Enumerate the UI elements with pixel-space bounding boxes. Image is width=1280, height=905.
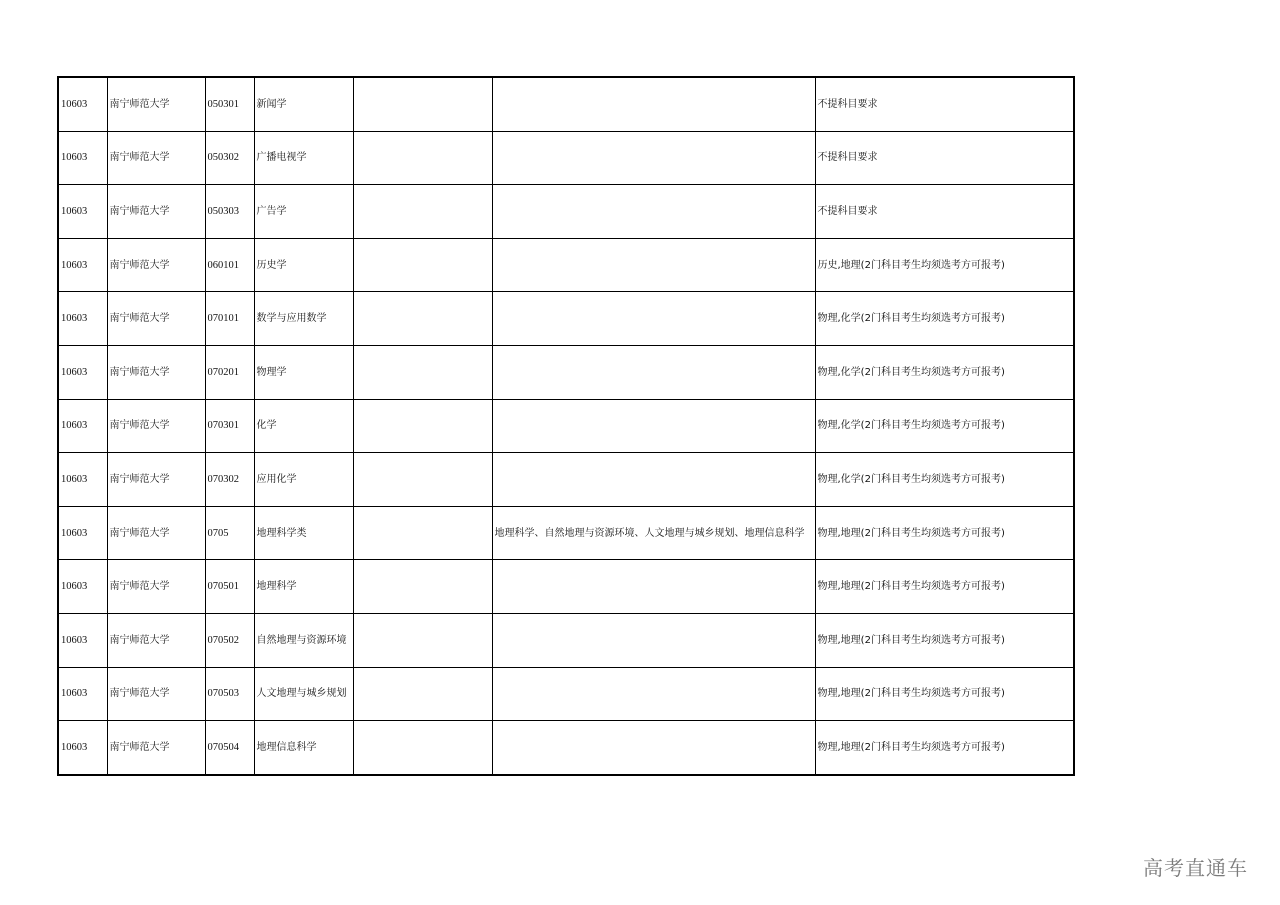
- subject-requirement-cell: 物理,化学(2门科目考生均须选考方可报考): [815, 453, 1074, 507]
- category-cell: [353, 345, 492, 399]
- subject-requirement-cell: 物理,化学(2门科目考生均须选考方可报考): [815, 345, 1074, 399]
- major-code-cell: 070504: [205, 721, 254, 775]
- table-row: [58, 667, 1074, 721]
- school-code-cell: 10603: [58, 399, 107, 453]
- major-name-cell: 地理科学类: [254, 506, 353, 560]
- included-majors-cell: [492, 292, 815, 346]
- school-code-cell: 10603: [58, 292, 107, 346]
- major-code-cell: 070503: [205, 667, 254, 721]
- table-row: [58, 453, 1074, 507]
- major-code-cell: 0705: [205, 506, 254, 560]
- major-name-cell: 自然地理与资源环境: [254, 613, 353, 667]
- school-code-cell: 10603: [58, 667, 107, 721]
- school-name-cell: 南宁师范大学: [107, 560, 205, 614]
- school-name-cell: 南宁师范大学: [107, 131, 205, 185]
- school-name-cell: 南宁师范大学: [107, 185, 205, 239]
- included-majors-cell: [492, 721, 815, 775]
- subject-requirement-cell: 历史,地理(2门科目考生均须选考方可报考): [815, 238, 1074, 292]
- category-cell: [353, 77, 492, 131]
- school-name-cell: 南宁师范大学: [107, 667, 205, 721]
- category-cell: [353, 238, 492, 292]
- major-name-cell: 广告学: [254, 185, 353, 239]
- major-name-cell: 化学: [254, 399, 353, 453]
- subject-requirement-cell: 物理,地理(2门科目考生均须选考方可报考): [815, 560, 1074, 614]
- table-row: [58, 185, 1074, 239]
- table-row: [58, 77, 1074, 131]
- subject-requirement-cell: 物理,地理(2门科目考生均须选考方可报考): [815, 721, 1074, 775]
- school-code-cell: 10603: [58, 560, 107, 614]
- included-majors-cell: [492, 560, 815, 614]
- table-row: [58, 238, 1074, 292]
- subject-requirement-cell: 物理,地理(2门科目考生均须选考方可报考): [815, 613, 1074, 667]
- category-cell: [353, 399, 492, 453]
- table-row: [58, 506, 1074, 560]
- watermark-logo: 高考直通车: [1143, 856, 1248, 880]
- included-majors-cell: [492, 77, 815, 131]
- table-row: [58, 721, 1074, 775]
- school-code-cell: 10603: [58, 77, 107, 131]
- category-cell: [353, 185, 492, 239]
- category-cell: [353, 613, 492, 667]
- table-row: [58, 399, 1074, 453]
- major-name-cell: 地理科学: [254, 560, 353, 614]
- school-name-cell: 南宁师范大学: [107, 506, 205, 560]
- school-code-cell: 10603: [58, 185, 107, 239]
- school-code-cell: 10603: [58, 506, 107, 560]
- school-code-cell: 10603: [58, 613, 107, 667]
- category-cell: [353, 506, 492, 560]
- major-name-cell: 新闻学: [254, 77, 353, 131]
- school-name-cell: 南宁师范大学: [107, 77, 205, 131]
- school-name-cell: 南宁师范大学: [107, 238, 205, 292]
- category-cell: [353, 721, 492, 775]
- subject-requirement-cell: 不提科目要求: [815, 77, 1074, 131]
- included-majors-cell: [492, 399, 815, 453]
- major-code-cell: 070501: [205, 560, 254, 614]
- included-majors-cell: [492, 613, 815, 667]
- major-code-cell: 070201: [205, 345, 254, 399]
- major-code-cell: 070101: [205, 292, 254, 346]
- table-body: [58, 77, 1074, 775]
- category-cell: [353, 453, 492, 507]
- major-code-cell: 060101: [205, 238, 254, 292]
- school-name-cell: 南宁师范大学: [107, 613, 205, 667]
- subject-requirement-cell: 物理,化学(2门科目考生均须选考方可报考): [815, 399, 1074, 453]
- school-code-cell: 10603: [58, 721, 107, 775]
- school-name-cell: 南宁师范大学: [107, 292, 205, 346]
- major-code-cell: 070301: [205, 399, 254, 453]
- major-name-cell: 应用化学: [254, 453, 353, 507]
- school-name-cell: 南宁师范大学: [107, 399, 205, 453]
- major-name-cell: 广播电视学: [254, 131, 353, 185]
- category-cell: [353, 292, 492, 346]
- major-name-cell: 物理学: [254, 345, 353, 399]
- subject-requirement-cell: 不提科目要求: [815, 185, 1074, 239]
- major-code-cell: 070502: [205, 613, 254, 667]
- included-majors-cell: [492, 238, 815, 292]
- table-row: [58, 131, 1074, 185]
- major-code-cell: 050302: [205, 131, 254, 185]
- category-cell: [353, 131, 492, 185]
- school-code-cell: 10603: [58, 345, 107, 399]
- category-cell: [353, 667, 492, 721]
- subject-requirement-cell: 物理,地理(2门科目考生均须选考方可报考): [815, 506, 1074, 560]
- subject-requirement-cell: 不提科目要求: [815, 131, 1074, 185]
- school-name-cell: 南宁师范大学: [107, 721, 205, 775]
- major-name-cell: 历史学: [254, 238, 353, 292]
- school-code-cell: 10603: [58, 238, 107, 292]
- major-name-cell: 人文地理与城乡规划: [254, 667, 353, 721]
- school-code-cell: 10603: [58, 131, 107, 185]
- major-code-cell: 050301: [205, 77, 254, 131]
- subject-requirement-cell: 物理,地理(2门科目考生均须选考方可报考): [815, 667, 1074, 721]
- included-majors-cell: [492, 345, 815, 399]
- major-name-cell: 地理信息科学: [254, 721, 353, 775]
- included-majors-cell: [492, 131, 815, 185]
- school-name-cell: 南宁师范大学: [107, 345, 205, 399]
- included-majors-cell: [492, 453, 815, 507]
- subject-requirement-cell: 物理,化学(2门科目考生均须选考方可报考): [815, 292, 1074, 346]
- school-name-cell: 南宁师范大学: [107, 453, 205, 507]
- major-code-cell: 050303: [205, 185, 254, 239]
- included-majors-cell: [492, 667, 815, 721]
- major-code-cell: 070302: [205, 453, 254, 507]
- included-majors-cell: [492, 185, 815, 239]
- table-row: [58, 345, 1074, 399]
- major-name-cell: 数学与应用数学: [254, 292, 353, 346]
- category-cell: [353, 560, 492, 614]
- subject-requirements-table: [57, 76, 1075, 776]
- table-row: [58, 613, 1074, 667]
- included-majors-cell: 地理科学、自然地理与资源环境、人文地理与城乡规划、地理信息科学: [492, 506, 815, 560]
- table-row: [58, 560, 1074, 614]
- table-row: [58, 292, 1074, 346]
- school-code-cell: 10603: [58, 453, 107, 507]
